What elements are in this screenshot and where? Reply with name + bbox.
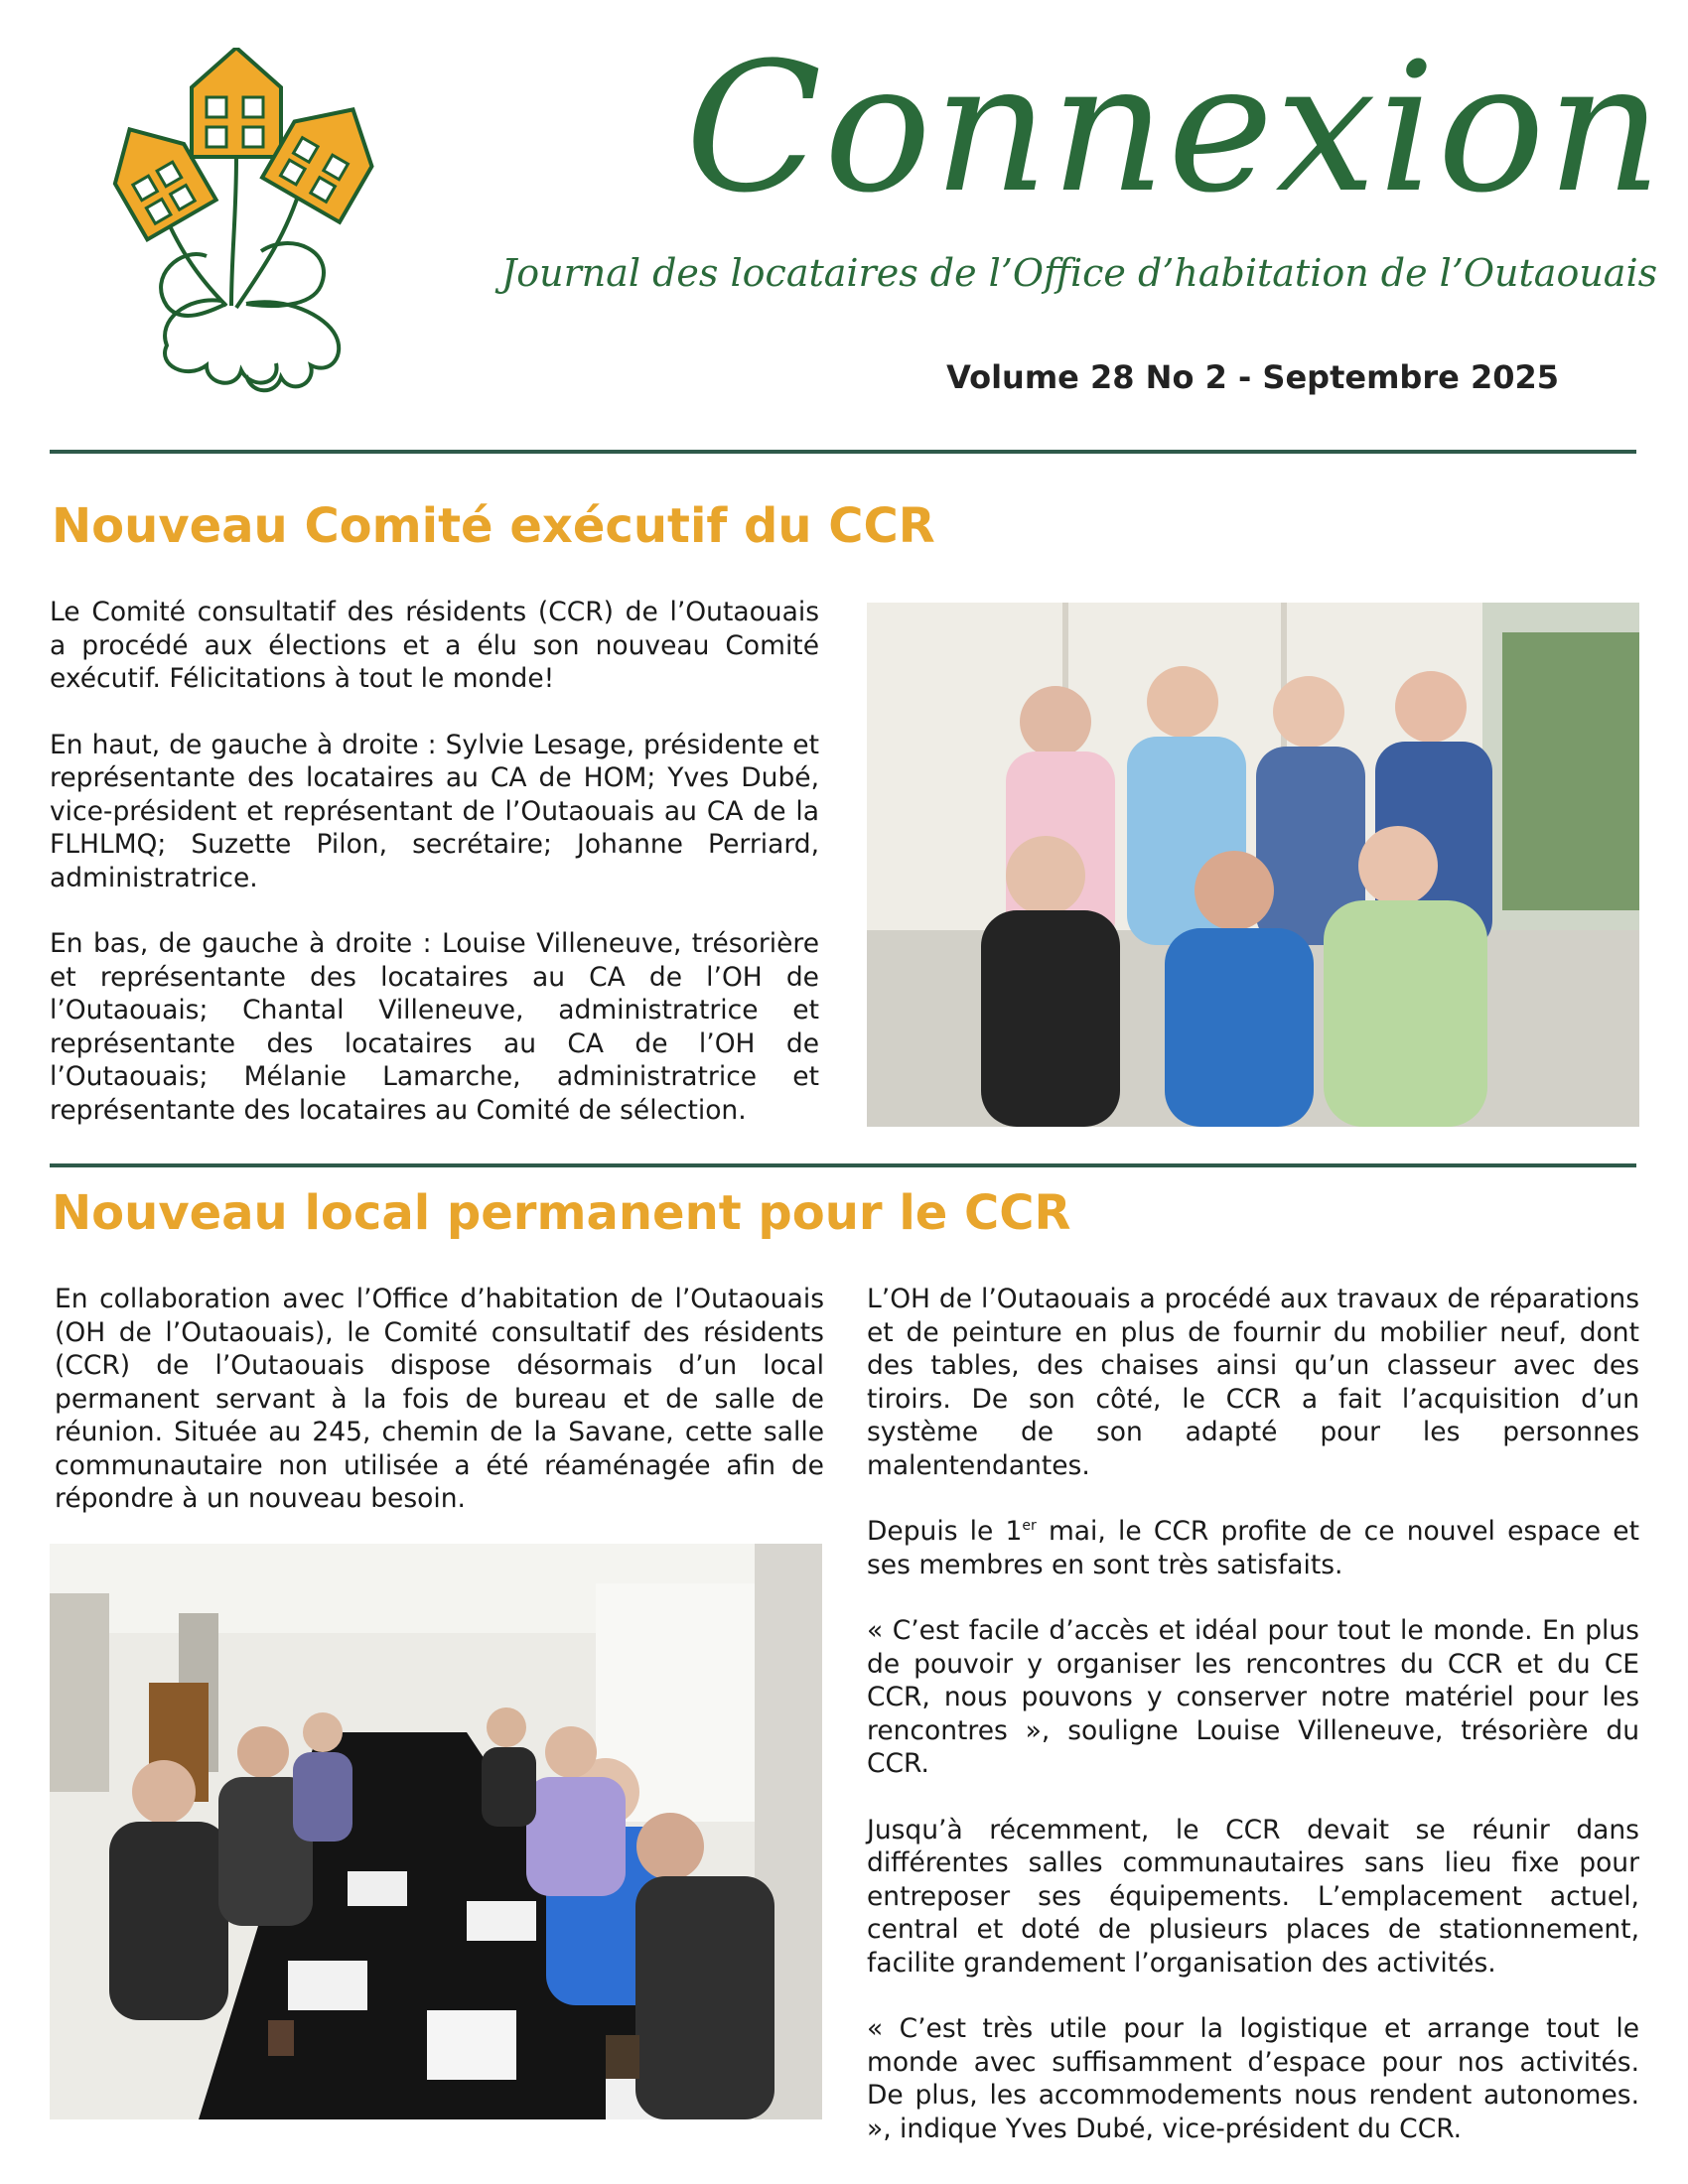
article-2-column-1: [55, 1283, 824, 1549]
article-2-paragraph: [867, 1515, 1639, 1581]
article-1-paragraph: Le Comité consultatif des résidents (CCR) de l’Outaouais a procédé aux élections et a élu son nouveau Comité exécutif. Félicitations à tout le monde!: [50, 597, 819, 694]
article-1-paragraph: En bas, de gauche à droite : Louise Villeneuve, trésorière et représentante des locataires au CA de l’OH de l’Outaouais; Chantal Villeneuve, administratrice et représentante des locataires au CA de l’OH de l’Outaouais; Mélanie Lamarche, administratrice et représentante des locataires au Comité de sélection.: [50, 928, 819, 1126]
issue-number: Volume 28 No 2 - Septembre 2025: [946, 358, 1559, 396]
article-2-paragraph: « C’est très utile pour la logistique et arrange tout le monde avec suffisamment d’espace pour nos activités. De plus, les accommodements nous rendent autonomes. », indique Yves Dubé, vice-président du CCR.: [867, 2013, 1639, 2144]
article-2-paragraph: Jusqu’à récemment, le CCR devait se réunir dans différentes salles communautaires sans lieu fixe pour entreposer ses équipements. L’emplacement actuel, central et doté de plusieurs places de stationnement, facilite grandement l’organisation des activités.: [867, 1814, 1639, 1979]
article-2-paragraph: « C’est facile d’accès et idéal pour tout le monde. En plus de pouvoir y organiser les rencontres du CCR et du CE CCR, nous pouvons y conserver notre matériel pour les rencontres », souligne Louise Villeneuve, trésorière du CCR.: [867, 1615, 1639, 1779]
article-2-paragraph: En collaboration avec l’Office d’habitation de l’Outaouais (OH de l’Outaouais), le Comité consultatif des résidents (CCR) de l’Outaouais dispose désormais d’un local permanent servant à la fois de bureau et de salle de réunion. Située au 245, chemin de la Savane, cette salle communautaire non utilisée a été réaménagée afin de répondre à un nouveau besoin.: [55, 1284, 824, 1514]
ordinal-superscript: er: [1022, 1518, 1037, 1535]
divider-top: [50, 450, 1636, 454]
article-2-paragraph: L’OH de l’Outaouais a procédé aux travaux de réparations et de peinture en plus de fournir du mobilier neuf, dont des tables, des chaises ainsi qu’un classeur avec des tiroirs. De son côté, le CCR a fait l’acquisition d’un système de son adapté pour les personnes malentendantes.: [867, 1284, 1639, 1481]
article-2-headline: Nouveau local permanent pour le CCR: [52, 1185, 1071, 1241]
paragraph-text: mai, le CCR profite de ce nouvel espace et ses membres en sont très satisfaits.: [867, 1516, 1639, 1580]
article-1-headline: Nouveau Comité exécutif du CCR: [52, 498, 935, 554]
houses-bouquet-hands-logo: [87, 48, 395, 405]
paragraph-text: Depuis le 1: [867, 1516, 1023, 1547]
meeting-room-photo: [50, 1544, 822, 2119]
divider-middle: [50, 1163, 1636, 1167]
article-1-paragraph: En haut, de gauche à droite : Sylvie Lesage, présidente et représentante des locataires au CA de HOM; Yves Dubé, vice-président et représentant de l’Outaouais au CA de la FLHLMQ; Suzette Pilon, secrétaire; Johanne Perriard, administratrice.: [50, 729, 819, 893]
article-1-body: [50, 596, 819, 1160]
masthead-title: Connexion: [685, 25, 1664, 232]
article-2-column-2: [867, 1283, 1639, 2178]
group-portrait-photo: [867, 603, 1639, 1127]
masthead-subtitle: Journal des locataires de l’Office d’habitation de l’Outaouais: [501, 251, 1658, 295]
